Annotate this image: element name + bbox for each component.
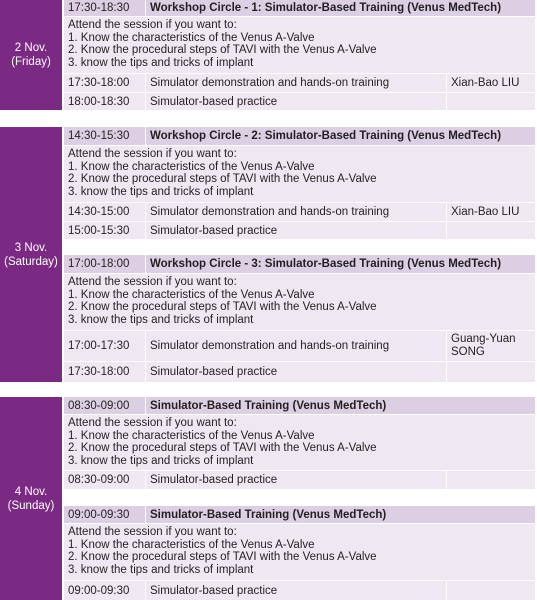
session-header-row: [64, 506, 535, 523]
session-header-row: [64, 255, 535, 273]
table-row: [64, 362, 535, 382]
table-row: [64, 331, 535, 361]
session-goal: 3. know the tips and tricks of implant: [68, 56, 254, 69]
session-time: 17:00-18:00: [68, 258, 130, 270]
item-speaker: [447, 362, 535, 382]
session-goal: 1. Know the characteristics of the Venus A-Valve: [68, 429, 315, 442]
session-goal: 3. know the tips and tricks of implant: [68, 185, 254, 198]
item-time: 17:30-18:00: [68, 77, 130, 89]
item-activity: Simulator-based practice: [150, 95, 278, 108]
day-weekday: (Saturday): [4, 255, 58, 268]
table-row: [64, 93, 535, 110]
item-activity: Simulator demonstration and hands-on training: [150, 77, 390, 89]
session-header-row: [64, 397, 535, 414]
item-speaker: [447, 331, 535, 361]
item-time: 18:00-18:30: [68, 95, 130, 108]
table-row: [64, 471, 535, 489]
day-separator: [0, 382, 537, 397]
session-goal: 3. know the tips and tricks of implant: [68, 563, 254, 576]
session-title: Simulator-Based Training (Venus MedTech): [150, 399, 387, 412]
session-separator: [64, 239, 537, 255]
table-row: [64, 222, 535, 239]
session-title: Workshop Circle - 3: Simulator-Based Training (Venus MedTech): [150, 258, 502, 270]
session-description: [64, 17, 535, 73]
session-title: Workshop Circle - 2: Simulator-Based Training (Venus MedTech): [150, 130, 502, 142]
item-speaker: [447, 471, 535, 489]
item-time: 15:00-15:30: [68, 224, 130, 237]
session-goal: 3. know the tips and tricks of implant: [68, 313, 254, 326]
item-speaker: [447, 581, 535, 600]
item-speaker: [447, 222, 535, 239]
day-date: 2 Nov.: [14, 42, 48, 54]
table-row: [64, 203, 535, 221]
day-cell-saturday: [0, 127, 62, 382]
item-speaker: Xian-Bao LIU: [451, 206, 520, 218]
day-weekday: (Sunday): [7, 499, 55, 512]
day-date: 4 Nov.: [14, 485, 48, 498]
session-goal: 2. Know the procedural steps of TAVI with the Venus A-Valve: [68, 173, 377, 185]
session-description: [64, 415, 535, 470]
session-time: 08:30-09:00: [68, 399, 130, 412]
session-goal: 2. Know the procedural steps of TAVI with the Venus A-Valve: [68, 551, 377, 563]
session-title: Workshop Circle - 1: Simulator-Based Training (Venus MedTech): [150, 2, 502, 14]
session-description: [64, 146, 535, 202]
item-speaker: [447, 93, 535, 110]
table-row: [64, 581, 535, 600]
session-goal: 2. Know the procedural steps of TAVI with the Venus A-Valve: [68, 301, 377, 313]
session-intro: Attend the session if you want to:: [68, 19, 237, 31]
session-time: 14:30-15:30: [68, 130, 130, 142]
day-date: 3 Nov.: [14, 241, 48, 254]
session-intro: Attend the session if you want to:: [68, 417, 237, 429]
session-goal: 1. Know the characteristics of the Venus A-Valve: [68, 160, 315, 173]
speaker-first-line: Guang-Yuan: [451, 333, 516, 345]
session-intro: Attend the session if you want to:: [68, 276, 237, 288]
speaker-second-line: SONG: [451, 346, 485, 358]
session-goal: 2. Know the procedural steps of TAVI with the Venus A-Valve: [68, 44, 377, 56]
session-goal: 1. Know the characteristics of the Venus A-Valve: [68, 538, 315, 551]
item-activity: Simulator-based practice: [150, 474, 278, 486]
day-separator: [0, 110, 537, 127]
session-intro: Attend the session if you want to:: [68, 148, 237, 160]
session-header-row: [64, 0, 535, 16]
item-time: 17:00-17:30: [68, 340, 130, 352]
session-goal: 1. Know the characteristics of the Venus A-Valve: [68, 31, 315, 44]
item-activity: Simulator-based practice: [150, 224, 278, 237]
item-activity: Simulator demonstration and hands-on training: [150, 206, 390, 218]
session-header-row: [64, 127, 535, 145]
session-description: [64, 274, 535, 330]
session-separator: [64, 489, 537, 506]
item-time: 14:30-15:00: [68, 206, 130, 218]
item-activity: Simulator demonstration and hands-on training: [150, 340, 390, 352]
session-goal: 1. Know the characteristics of the Venus A-Valve: [68, 288, 315, 301]
session-time: 17:30-18:30: [68, 2, 130, 14]
item-time: 17:30-18:00: [68, 366, 130, 378]
day-cell-sunday: [0, 397, 62, 600]
session-goal: 2. Know the procedural steps of TAVI with the Venus A-Valve: [68, 442, 377, 454]
item-speaker: Xian-Bao LIU: [451, 77, 520, 89]
session-time: 09:00-09:30: [68, 508, 130, 521]
day-cell-friday: [0, 0, 62, 110]
session-intro: Attend the session if you want to:: [68, 526, 237, 538]
item-time: 09:00-09:30: [68, 584, 130, 597]
session-description: [64, 524, 535, 580]
session-title: Simulator-Based Training (Venus MedTech): [150, 508, 387, 521]
table-row: [64, 74, 535, 92]
item-activity: Simulator-based practice: [150, 366, 278, 378]
session-goal: 3. know the tips and tricks of implant: [68, 454, 254, 467]
item-time: 08:30-09:00: [68, 474, 130, 486]
day-weekday: (Friday): [11, 56, 51, 68]
item-activity: Simulator-based practice: [150, 584, 278, 597]
